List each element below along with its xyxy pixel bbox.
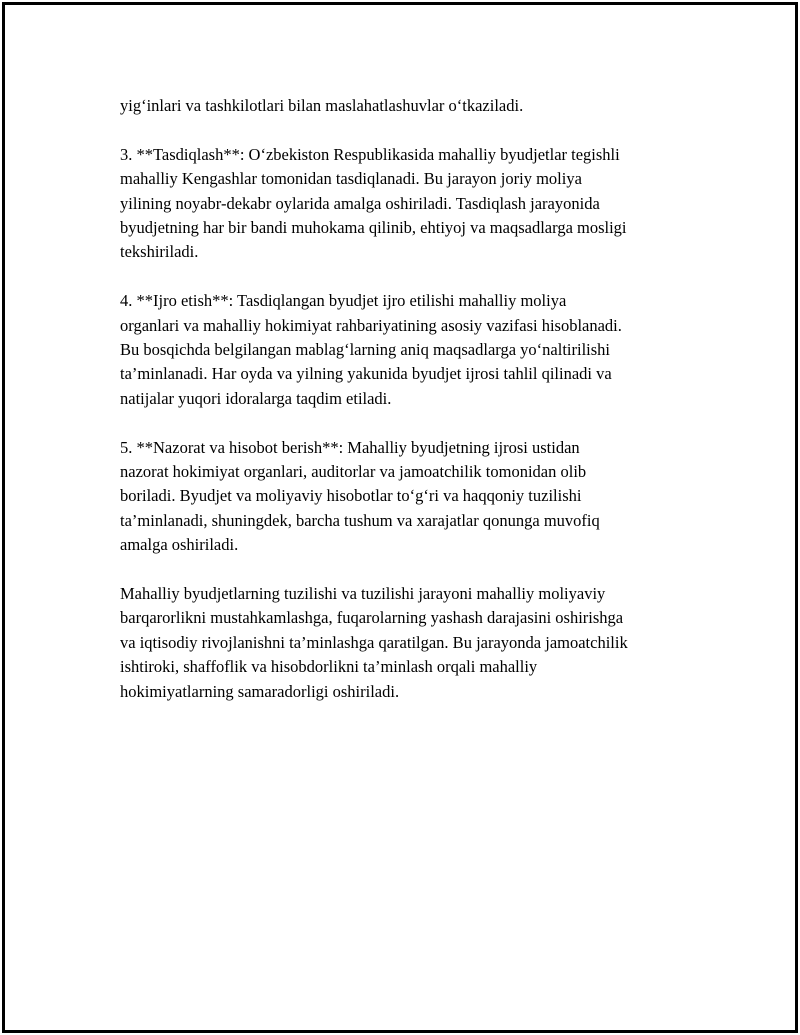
text-line: amalga oshiriladi. [120, 535, 239, 555]
document-body [120, 94, 700, 728]
text-line: ta’minlanadi, shuningdek, barcha tushum va xarajatlar qonunga muvofiq [120, 510, 600, 530]
text-line: yilining noyabr-dekabr oylarida amalga oshiriladi. Tasdiqlash jarayonida [120, 193, 600, 213]
text-line: tekshiriladi. [120, 242, 199, 262]
paragraph-nazorat [120, 436, 700, 558]
text-line: organlari va mahalliy hokimiyat rahbariyatining asosiy vazifasi hisoblanadi. [120, 315, 622, 335]
text-line: byudjetning har bir bandi muhokama qilinib, ehtiyoj va maqsadlarga mosligi [120, 218, 627, 238]
text-line: boriladi. Byudjet va moliyaviy hisobotlar to‘g‘ri va haqqoniy tuzilishi [120, 486, 582, 506]
paragraph-ijro-etish [120, 289, 700, 411]
paragraph-continuation [120, 94, 700, 118]
text-line: 3. **Tasdiqlash**: O‘zbekiston Respublikasida mahalliy byudjetlar tegishli [120, 144, 620, 164]
document-page [2, 2, 798, 1033]
text-line: yig‘inlari va tashkilotlari bilan maslahatlashuvlar o‘tkaziladi. [120, 96, 524, 115]
paragraph-tasdiqlash [120, 143, 700, 265]
text-line: barqarorlikni mustahkamlashga, fuqarolarning yashash darajasini oshirishga [120, 608, 624, 628]
text-line: Mahalliy byudjetlarning tuzilishi va tuzilishi jarayoni mahalliy moliyaviy [120, 584, 606, 604]
text-line: 4. **Ijro etish**: Tasdiqlangan byudjet ijro etilishi mahalliy moliya [120, 291, 567, 311]
text-line: mahalliy Kengashlar tomonidan tasdiqlanadi. Bu jarayon joriy moliya [120, 169, 582, 189]
text-line: ishtiroki, shaffoflik va hisobdorlikni ta’minlash orqali mahalliy [120, 657, 538, 677]
text-line: 5. **Nazorat va hisobot berish**: Mahalliy byudjetning ijrosi ustidan [120, 437, 580, 457]
paragraph-conclusion [120, 582, 700, 704]
text-line: nazorat hokimiyat organlari, auditorlar va jamoatchilik tomonidan olib [120, 462, 587, 482]
text-line: Bu bosqichda belgilangan mablag‘larning aniq maqsadlarga yo‘naltirilishi [120, 340, 610, 360]
text-line: va iqtisodiy rivojlanishni ta’minlashga qaratilgan. Bu jarayonda jamoatchilik [120, 632, 628, 652]
text-line: natijalar yuqori idoralarga taqdim etiladi. [120, 388, 392, 408]
text-line: hokimiyatlarning samaradorligi oshiriladi. [120, 681, 400, 701]
text-line: ta’minlanadi. Har oyda va yilning yakunida byudjet ijrosi tahlil qilinadi va [120, 364, 612, 384]
